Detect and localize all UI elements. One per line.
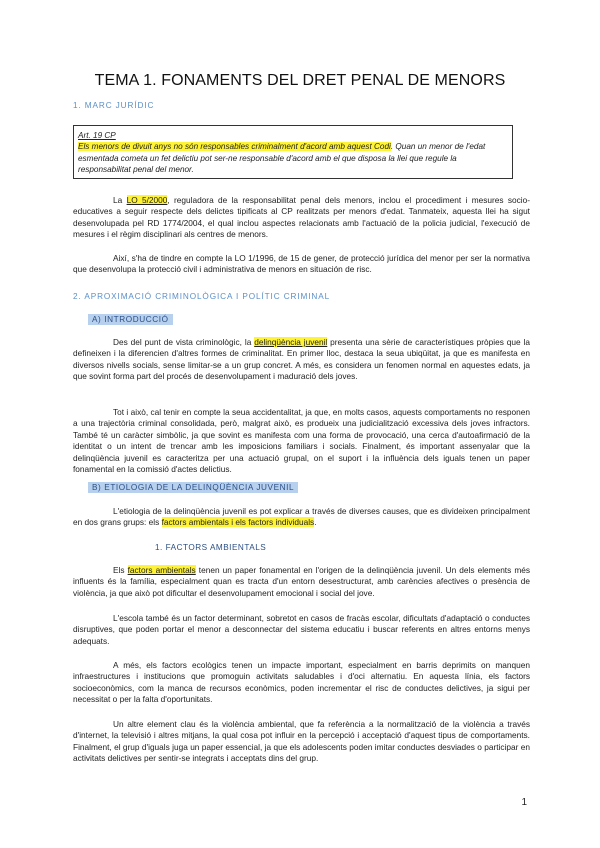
highlight-delinquencia-juvenil: delinqüència juvenil — [254, 337, 328, 347]
article-text: . Quan un menor de l'edat esmentada cometa un fet delictiu pot ser-ne responsable d'acord amb el que disposa la llei que regule la responsabilitat penal del menor. — [78, 142, 486, 174]
highlight-factors-ambientals: factors ambientals — [127, 565, 196, 575]
highlight-lo-5-2000: LO 5/2000 — [126, 195, 168, 205]
paragraph-lo-1-1996: Així, s'ha de tindre en compte la LO 1/1996, de 15 de gener, de protecció jurídica del menor per ser la normativa que desenvolupa la protecció civil i administrativa de menors en situación de risc. — [73, 253, 530, 275]
article-highlighted-text: Els menors de divuit anys no són responsables criminalment d'acord amb aquest Codi — [78, 142, 391, 152]
article-reference: Art. 19 CP — [78, 131, 116, 140]
subsection-a-introduccio: A) INTRODUCCIÓ — [88, 314, 173, 325]
subsection-1-factors-ambientals: 1. FACTORS AMBIENTALS — [155, 543, 267, 552]
section-heading-aproximacio: 2. APROXIMACIÓ CRIMINOLÒGICA I POLÍTIC CRIMINAL — [73, 292, 331, 301]
paragraph-factors-ambientals-3: A més, els factors ecològics tenen un impacte important, especialment en barris deprimits on manquen infraestructures i institucions que promoguin activitats saludables i d'oci alternatiu. En aquesta línia, els factors socioeconòmics, com la manca de recursos econòmics, poden incrementar el risc de conductes delictives, ja sigui per necessitat o per la falta d'oportunitats. — [73, 660, 530, 705]
document-title: TEMA 1. FONAMENTS DEL DRET PENAL DE MENORS — [94, 72, 506, 89]
section-heading-marc-juridic: 1. MARC JURÍDIC — [73, 101, 155, 110]
page-number: 1 — [521, 797, 527, 808]
paragraph-factors-ambientals-2: L'escola també és un factor determinant, sobretot en casos de fracàs escolar, dificultats d'adaptació o conductes disruptives, que poden portar el menor a desconnectar del sistema educatiu i buscar referents en altres entorns menys adequats. — [73, 613, 530, 646]
paragraph-factors-ambientals-1: Els factors ambientals tenen un paper fonamental en l'origen de la delinqüència juvenil. Un dels elements més influents és la família, especialment quan es tracta d'un entorn desestructurat, amb carències afectives o presència de violència, ja que això pot dificultar el desenvolupament emocional i social del jove. — [73, 565, 531, 598]
subsection-b-etiologia: B) ETIOLOGIA DE LA DELINQÜÈNCIA JUVENIL — [88, 482, 298, 493]
paragraph-introduccio-2: Tot i això, cal tenir en compte la seua accidentalitat, ja que, en molts casos, aquests comportaments no responen a una trajectòria criminal consolidada, però, malgrat això, es produeix una judicialització excessiva dels joves infractors. També té un caràcter simbòlic, ja que sovint es manifesta com una forma de provocació, una cerca d'autoafirmació de la identitat o un intent de trencar amb les imposicions familiars i socials. Finalment, és important assenyalar que la delinqüència juvenil es caracteritza per una actuació grupal, on el suport i la influència dels iguals tenen un paper fonamental en la comissió d'actes delictius. — [73, 407, 530, 475]
paragraph-etiologia: L'etiologia de la delinqüència juvenil es pot explicar a través de diverses causes, que es divideixen principalment en dos grans grups: els factors ambientals i els factors individuals. — [73, 506, 530, 528]
paragraph-introduccio-1: Des del punt de vista criminològic, la delinqüència juvenil presenta una sèrie de característiques pròpies que la defineixen i la diferencien d'altres formes de criminalitat. En primer lloc, destaca la seua ubiqüitat, ja que es manifesta en diversos nivells socials, sense limitar-se a un grup concret. A més, es considera un fenomen normal en aquestes edats, ja que sovint forma part del procés de desenvolupament i maduració dels joves. — [73, 337, 530, 382]
highlight-factors: factors ambientals i els factors individuals — [161, 517, 315, 528]
article-quote-box — [73, 125, 513, 179]
paragraph-factors-ambientals-4: Un altre element clau és la violència ambiental, que fa referència a la normalització de la violència a través d'internet, la televisió i altres mitjans, la qual cosa pot influir en la percepció i acceptació d'aquest tipus de comportaments. Finalment, el grup d'iguals juga un paper essencial, ja que els adolescents poden imitar conductes desviades o participar en activitats delictives per sentir-se integrats i acceptats dins del grup. — [73, 719, 530, 764]
paragraph-lo-5-2000: La LO 5/2000, reguladora de la responsabilitat penal dels menors, inclou el procediment i mesures socio-educatives a seguir respecte dels delictes tipificats al CP realitzats per menors d'edat. Tanmateix, aquesta llei ha sigut desenvolupada pel RD 1774/2004, el qual inclou aspectes relacionats amb l'actuació de la policia judicial, l'execució de mesures i el règim disciplinari als centres de menors. — [73, 195, 531, 240]
